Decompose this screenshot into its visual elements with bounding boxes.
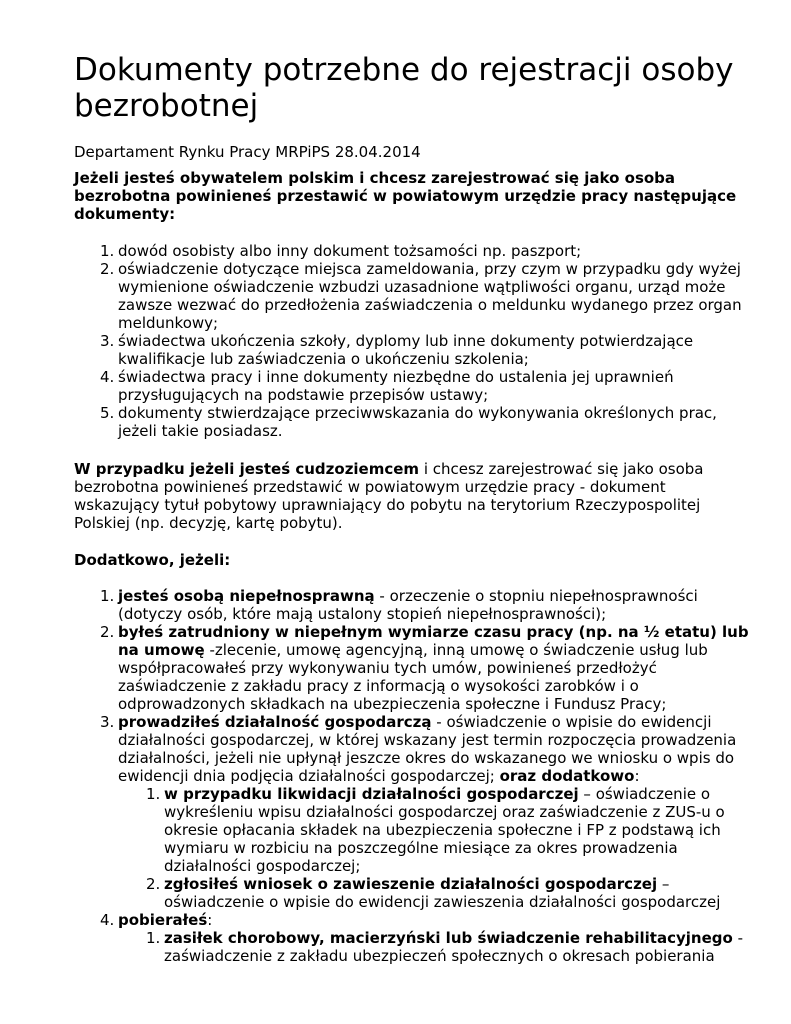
list-number: 4. <box>100 368 115 386</box>
list-item-text: -zlecenie, umowę agencyjną, inną umowę o świadczenie usług lub współpracowałeś przy wykonywaniu tych umów, powinieneś przedłożyć zaświadczenie z zakładu pracy z informacją o wysokości zarobków i o odprowadzonych składkach na ubezpieczenia społeczne i Fundusz Pracy; <box>118 641 708 713</box>
sub-list-item <box>146 875 760 911</box>
list-item-bold: pobierałeś <box>118 911 208 929</box>
list-item <box>100 911 760 965</box>
list-item-bold: w przypadku likwidacji działalności gospodarczej <box>164 785 579 803</box>
list-item <box>100 713 760 911</box>
list-number: 2. <box>146 875 161 893</box>
foreigner-paragraph <box>74 460 754 532</box>
list-number: 1. <box>100 242 115 260</box>
list-number: 2. <box>100 623 115 641</box>
list-number: 3. <box>100 713 115 731</box>
list-item <box>100 404 760 440</box>
list-item-text: - zaświadczenie z zakładu ubezpieczeń społecznych o okresach pobierania <box>164 929 743 965</box>
list-number: 1. <box>100 587 115 605</box>
list-item-text: – oświadczenie o wykreśleniu wpisu działalności gospodarczej oraz zaświadczenie z ZUS-u o okresie opłacania składek na ubezpieczenia społeczne i FP z podstawą ich wymiaru w rozbiciu na poszczególne miesiące za okres prowadzenia działalności gospodarczej; <box>164 785 725 875</box>
list-number: 1. <box>146 929 161 947</box>
foreigner-bold: W przypadku jeżeli jesteś cudzoziemcem <box>74 460 420 478</box>
required-documents-list <box>100 242 760 440</box>
list-number: 2. <box>100 260 115 278</box>
list-number: 1. <box>146 785 161 803</box>
sub-list-item <box>146 785 760 875</box>
list-item-bold: jesteś osobą niepełnosprawną <box>118 587 375 605</box>
list-item-text: świadectwa pracy i inne dokumenty niezbędne do ustalenia jej uprawnień przysługujących na podstawie przepisów ustawy; <box>118 368 674 404</box>
sub-list-item <box>146 929 760 965</box>
intro-paragraph: Jeżeli jesteś obywatelem polskim i chcesz zarejestrować się jako osoba bezrobotna powinieneś przestawić w powiatowym urzędzie pracy następujące dokumenty: <box>74 169 737 223</box>
list-item-bold: prowadziłeś działalność gospodarczą <box>118 713 432 731</box>
additional-heading: Dodatkowo, jeżeli: <box>74 551 231 569</box>
list-item-text: - orzeczenie o stopniu niepełnosprawności (dotyczy osób, które mają ustalony stopień niepełnosprawności); <box>118 587 698 623</box>
page-title: Dokumenty potrzebne do rejestracji osoby bezrobotnej <box>74 52 734 124</box>
list-item <box>100 260 760 332</box>
list-number: 5. <box>100 404 115 422</box>
list-item-text: – oświadczenie o wpisie do ewidencji zawieszenia działalności gospodarczej <box>164 875 721 911</box>
additional-documents-list <box>100 587 760 965</box>
list-number: 4. <box>100 911 115 929</box>
foreigner-text: i chcesz zarejestrować się jako osoba bezrobotna powinieneś przedstawić w powiatowym urzędzie pracy - dokument wskazujący tytuł pobytowy uprawniający do pobytu na terytorium Rzeczypospolitej Polskiej (np. decyzję, kartę pobytu). <box>74 460 704 532</box>
list-item <box>100 368 760 404</box>
list-item <box>100 623 760 713</box>
list-item-bold-suffix: oraz dodatkowo <box>499 767 635 785</box>
list-item <box>100 587 760 623</box>
list-item-bold: zgłosiłeś wniosek o zawieszenie działalności gospodarczej <box>164 875 658 893</box>
list-item-text: dokumenty stwierdzające przeciwwskazania do wykonywania określonych prac, jeżeli takie posiadasz. <box>118 404 717 440</box>
list-item <box>100 242 760 260</box>
sub-list <box>146 929 760 965</box>
list-item-tail: : <box>634 767 640 785</box>
sub-list <box>146 785 760 911</box>
list-item-bold: byłeś zatrudniony w niepełnym wymiarze czasu pracy (np. na ½ etatu) lub na umowę <box>118 623 749 659</box>
list-item-text: świadectwa ukończenia szkoły, dyplomy lub inne dokumenty potwierdzające kwalifikacje lub zaświadczenia o ukończeniu szkolenia; <box>118 332 694 368</box>
list-item-text: - oświadczenie o wpisie do ewidencji działalności gospodarczej, w której wskazany jest termin rozpoczęcia prowadzenia działalności, jeżeli nie upłynął jeszcze okres do wskazanego we wniosku o wpis do ewidencji dnia podjęcia działalności gospodarczej; <box>118 713 737 785</box>
list-item-text: oświadczenie dotyczące miejsca zameldowania, przy czym w przypadku gdy wyżej wymienione oświadczenie wzbudzi uzasadnione wątpliwości organu, urząd może zawsze wezwać do przedłożenia zaświadczenia o meldunku wydanego przez organ meldunkowy; <box>118 260 742 332</box>
document-meta: Departament Rynku Pracy MRPiPS 28.04.2014 <box>74 143 421 161</box>
list-item-tail: : <box>207 911 213 929</box>
list-item <box>100 332 760 368</box>
list-item-bold: zasiłek chorobowy, macierzyński lub świadczenie rehabilitacyjnego <box>164 929 733 947</box>
list-item-text: dowód osobisty albo inny dokument tożsamości np. paszport; <box>118 242 582 260</box>
list-number: 3. <box>100 332 115 350</box>
